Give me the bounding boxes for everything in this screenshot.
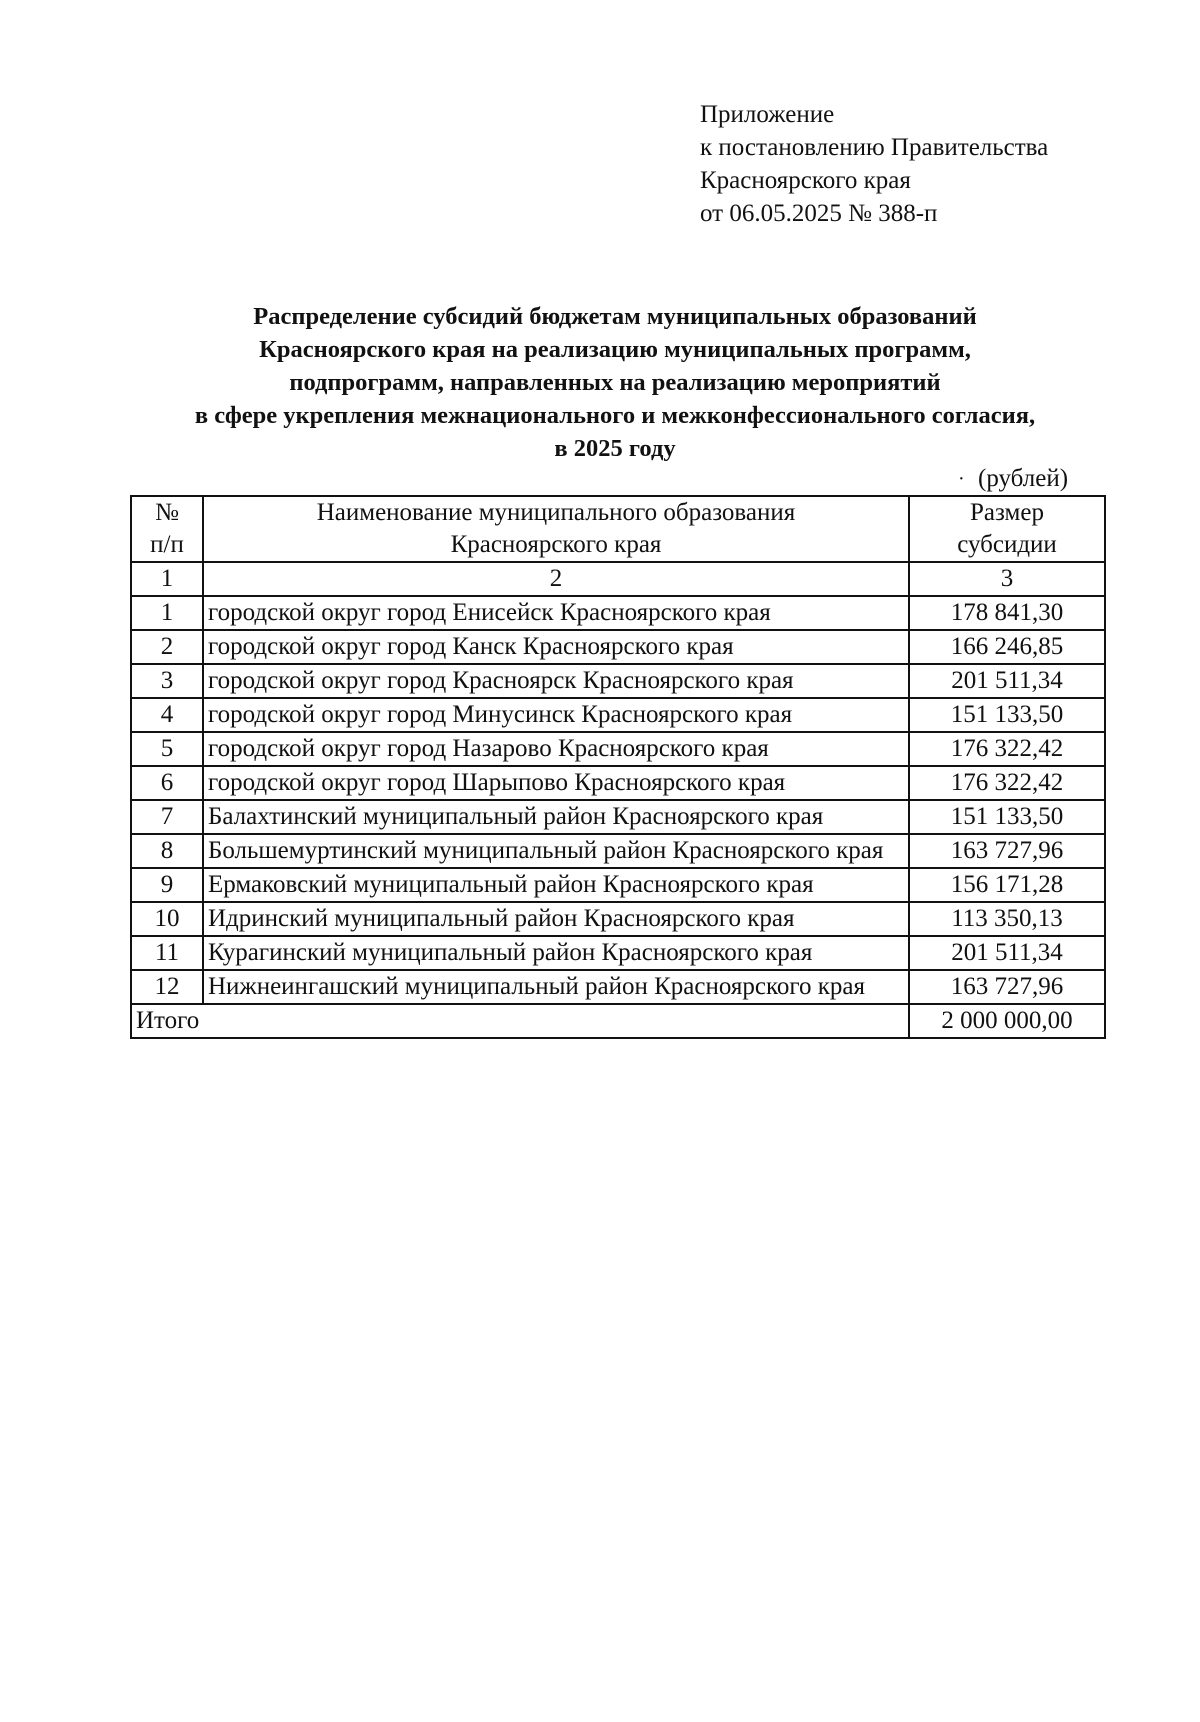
table-row	[131, 800, 1105, 834]
total-label: Итого	[131, 1004, 909, 1038]
row-name: Ермаковский муниципальный район Красноярского края	[203, 868, 909, 902]
title-line: в 2025 году	[554, 435, 676, 462]
row-amount: 178 841,30	[909, 596, 1105, 630]
row-amount: 201 511,34	[909, 664, 1105, 698]
units-label: (рублей)	[978, 465, 1069, 492]
row-amount: 201 511,34	[909, 936, 1105, 970]
title-line: Красноярского края на реализацию муниципальных программ,	[259, 336, 971, 363]
row-number: 3	[131, 664, 203, 698]
table-row	[131, 766, 1105, 800]
header-text: №	[155, 499, 179, 526]
row-number: 5	[131, 732, 203, 766]
table-row	[131, 868, 1105, 902]
total-amount: 2 000 000,00	[909, 1004, 1105, 1038]
row-number: 8	[131, 834, 203, 868]
row-name: Нижнеингашский муниципальный район Красноярского края	[203, 970, 909, 1004]
annex-line: Приложение	[700, 101, 835, 128]
total-row	[131, 1004, 1105, 1038]
row-name: Балахтинский муниципальный район Красноярского края	[203, 800, 909, 834]
table-body	[131, 596, 1105, 1004]
title-line: подпрограмм, направленных на реализацию мероприятий	[289, 369, 941, 396]
table-row	[131, 970, 1105, 1004]
document-title	[120, 300, 1110, 465]
row-name: городской округ город Минусинск Красноярского края	[203, 698, 909, 732]
row-name: Курагинский муниципальный район Красноярского края	[203, 936, 909, 970]
row-amount: 176 322,42	[909, 766, 1105, 800]
column-number: 3	[909, 562, 1105, 596]
row-amount: 163 727,96	[909, 970, 1105, 1004]
row-number: 11	[131, 936, 203, 970]
subsidy-table	[130, 495, 1106, 1039]
table-row	[131, 596, 1105, 630]
row-amount: 113 350,13	[909, 902, 1105, 936]
header-number	[131, 496, 203, 562]
row-amount: 176 322,42	[909, 732, 1105, 766]
header-text: Размер	[970, 499, 1044, 526]
row-number: 7	[131, 800, 203, 834]
annex-line: к постановлению Правительства	[700, 134, 1049, 161]
row-number: 4	[131, 698, 203, 732]
row-number: 9	[131, 868, 203, 902]
row-amount: 151 133,50	[909, 800, 1105, 834]
table-row	[131, 732, 1105, 766]
column-number: 2	[203, 562, 909, 596]
header-text: субсидии	[957, 531, 1057, 558]
row-number: 10	[131, 902, 203, 936]
header-text: п/п	[150, 531, 184, 558]
row-name: Большемуртинский муниципальный район Красноярского края	[203, 834, 909, 868]
table-header-row	[131, 496, 1105, 562]
row-number: 1	[131, 596, 203, 630]
header-text: Наименование муниципального образования	[316, 499, 796, 526]
row-amount: 166 246,85	[909, 630, 1105, 664]
column-number: 1	[131, 562, 203, 596]
table-row	[131, 630, 1105, 664]
table-row	[131, 834, 1105, 868]
header-amount	[909, 496, 1105, 562]
header-name	[203, 496, 909, 562]
column-numbers-row	[131, 562, 1105, 596]
row-name: городской округ город Шарыпово Красноярского края	[203, 766, 909, 800]
annex-line: Красноярского края	[700, 167, 911, 194]
row-name: городской округ город Назарово Красноярского края	[203, 732, 909, 766]
scan-speck: ·	[958, 468, 965, 490]
title-line: Распределение субсидий бюджетам муниципальных образований	[253, 303, 977, 330]
row-name: городской округ город Енисейск Красноярского края	[203, 596, 909, 630]
row-amount: 151 133,50	[909, 698, 1105, 732]
title-line: в сфере укрепления межнационального и межконфессионального согласия,	[194, 402, 1036, 429]
row-number: 12	[131, 970, 203, 1004]
annex-line: от 06.05.2025 № 388-п	[700, 200, 938, 227]
table-row	[131, 698, 1105, 732]
row-number: 6	[131, 766, 203, 800]
row-amount: 163 727,96	[909, 834, 1105, 868]
row-number: 2	[131, 630, 203, 664]
row-amount: 156 171,28	[909, 868, 1105, 902]
table-row	[131, 936, 1105, 970]
table-row	[131, 902, 1105, 936]
row-name: городской округ город Канск Красноярского края	[203, 630, 909, 664]
header-text: Красноярского края	[450, 531, 662, 558]
table-row	[131, 664, 1105, 698]
row-name: Идринский муниципальный район Красноярского края	[203, 902, 909, 936]
row-name: городской округ город Красноярск Красноярского края	[203, 664, 909, 698]
annex-block	[700, 98, 1048, 230]
